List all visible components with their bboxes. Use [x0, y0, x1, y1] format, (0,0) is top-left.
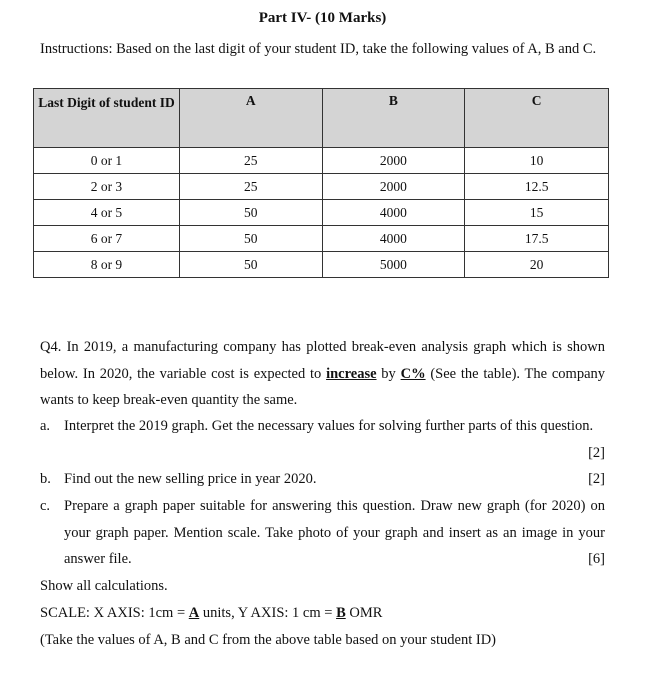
question-4	[40, 334, 605, 414]
cell-b: 2000	[322, 148, 465, 174]
note-text: (Take the values of A, B and C from the above table based on your student ID)	[40, 632, 497, 648]
table-row	[34, 200, 609, 226]
item-label: a.	[40, 418, 51, 434]
q4-emph-increase: increase	[326, 365, 377, 382]
cell-c: 15	[465, 200, 609, 226]
item-marks: [2]	[588, 444, 605, 461]
table-row	[34, 174, 609, 200]
scale-mid: units, Y AXIS: 1 cm =	[199, 605, 337, 621]
item-marks: [6]	[588, 551, 605, 567]
cell-a: 50	[179, 200, 322, 226]
cell-c: 10	[465, 148, 609, 174]
cell-c: 17.5	[465, 226, 609, 252]
cell-digit: 8 or 9	[34, 252, 180, 278]
item-text: Prepare a graph paper suitable for answering this question. Draw new graph (for 2020) on your graph paper. Mention scale. Take photo of your graph and insert as an image in your answer file.	[64, 498, 605, 567]
cell-digit: 6 or 7	[34, 226, 180, 252]
q4-text-2: by	[376, 365, 401, 382]
item-label: c.	[40, 498, 51, 514]
q4-emph-c-percent: C%	[400, 365, 426, 382]
show-calculations-text: Show all calculations.	[40, 578, 168, 594]
cell-digit: 2 or 3	[34, 174, 180, 200]
header-c: C	[465, 89, 609, 148]
sub-question-c	[40, 493, 605, 573]
cell-b: 5000	[322, 252, 465, 278]
scale-suffix: OMR	[345, 605, 383, 621]
item-text: Find out the new selling price in year 2020.	[64, 471, 317, 487]
table-row	[34, 148, 609, 174]
item-marks: [2]	[588, 471, 605, 487]
cell-b: 4000	[322, 200, 465, 226]
cell-a: 25	[179, 148, 322, 174]
cell-digit: 4 or 5	[34, 200, 180, 226]
scale-prefix: SCALE: X AXIS: 1cm =	[40, 605, 189, 621]
table-row	[34, 252, 609, 278]
cell-b: 2000	[322, 174, 465, 200]
item-label: b.	[40, 471, 51, 487]
header-a: A	[179, 89, 322, 148]
cell-a: 50	[179, 252, 322, 278]
cell-c: 12.5	[465, 174, 609, 200]
values-table	[33, 88, 609, 278]
cell-c: 20	[465, 252, 609, 278]
scale-a: A	[188, 605, 200, 621]
sub-question-b	[40, 466, 605, 493]
sub-question-a	[40, 413, 605, 466]
cell-a: 50	[179, 226, 322, 252]
cell-b: 4000	[322, 226, 465, 252]
q4-text-3: (See the table). The company wants to keep break-even quantity the same.	[40, 365, 606, 408]
section-title: Part IV- (10 Marks)	[258, 10, 387, 26]
item-text: Interpret the 2019 graph. Get the necessary values for solving further parts of this question.	[64, 418, 594, 434]
scale-line	[40, 600, 605, 627]
q4-text-1: Q4. In 2019, a manufacturing company has plotted break-even analysis graph which is shown below. In 2020, the variable cost is expected to	[40, 339, 605, 382]
instructions-text: Instructions: Based on the last digit of your student ID, take the following values of A, B and C.	[40, 41, 597, 57]
table-row	[34, 226, 609, 252]
cell-digit: 0 or 1	[34, 148, 180, 174]
scale-b: B	[336, 605, 346, 621]
table-header-row	[34, 89, 609, 148]
header-b: B	[322, 89, 465, 148]
header-last-digit: Last Digit of student ID	[34, 89, 180, 148]
cell-a: 25	[179, 174, 322, 200]
